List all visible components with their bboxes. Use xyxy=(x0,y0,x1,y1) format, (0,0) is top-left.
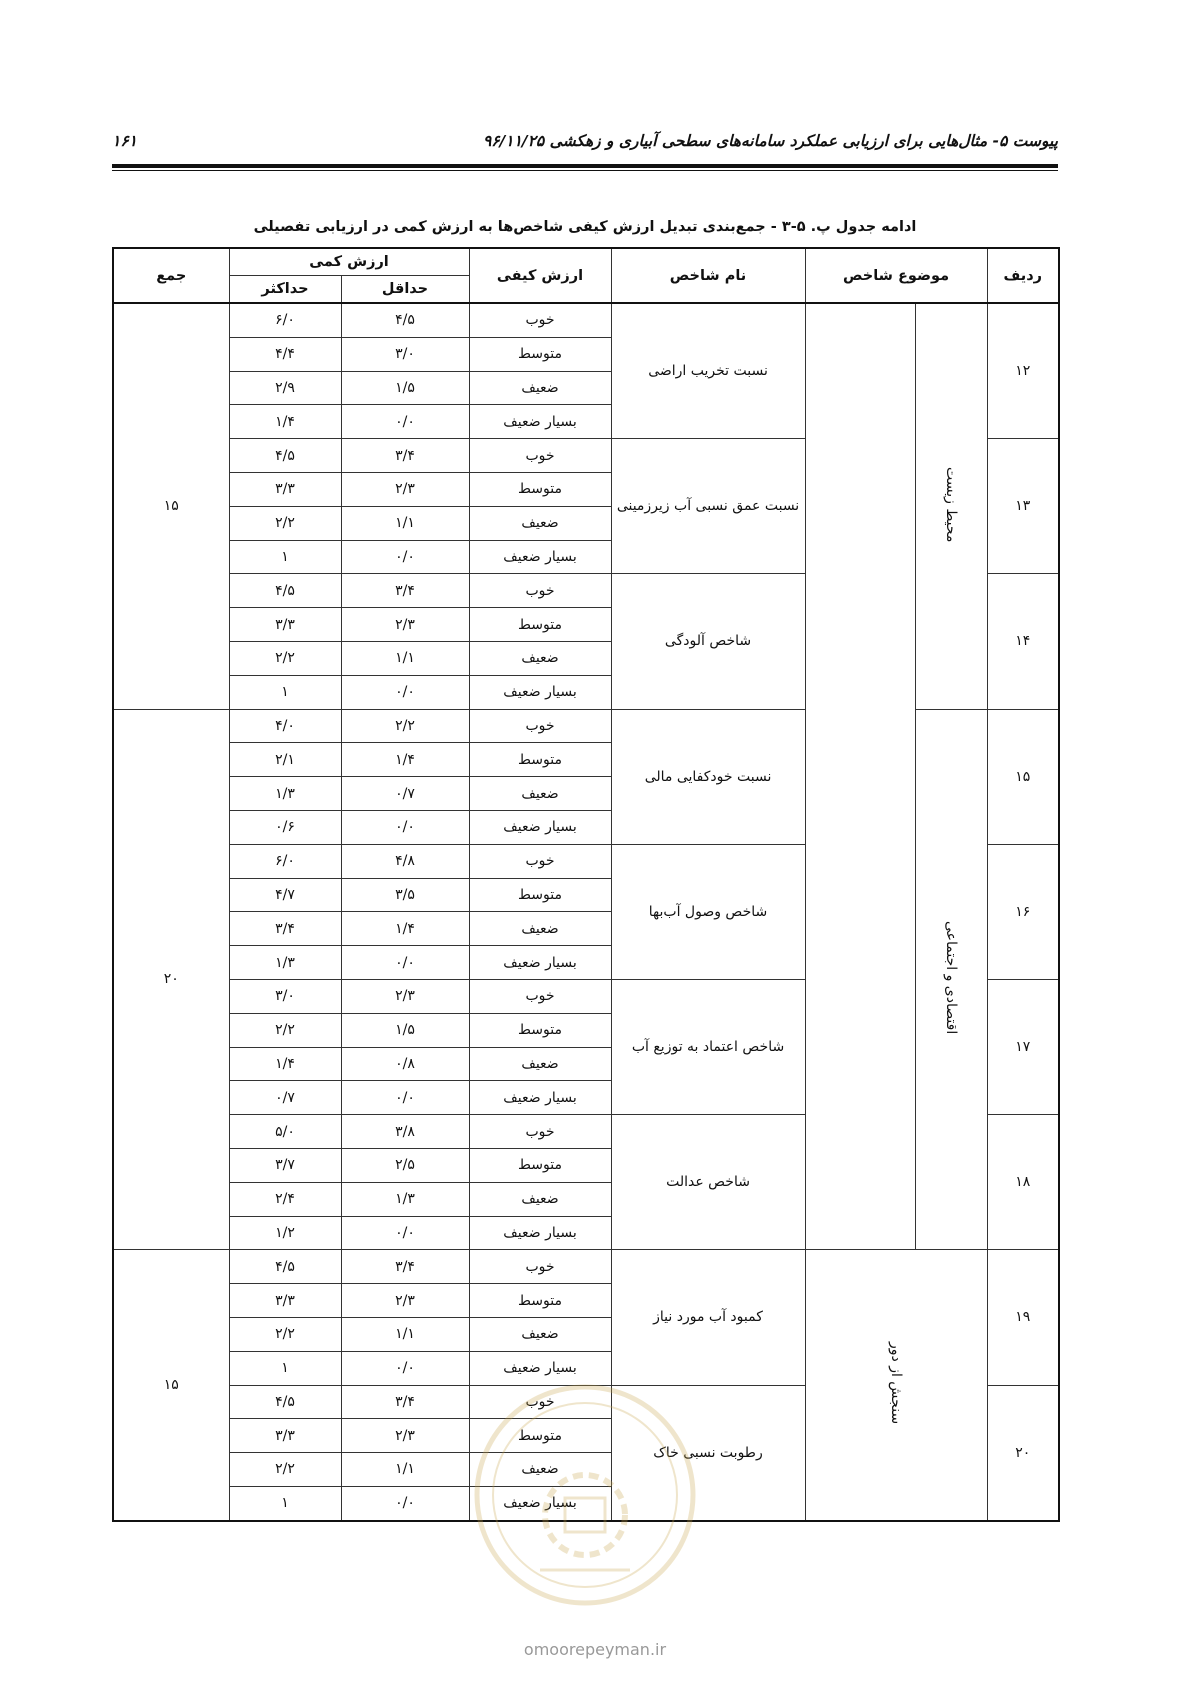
min-value: ۰/۰ xyxy=(341,1081,469,1115)
min-value: ۱/۵ xyxy=(341,1013,469,1047)
row-number: ۱۷ xyxy=(987,979,1059,1114)
min-value: ۰/۸ xyxy=(341,1047,469,1081)
qualitative-value: متوسط xyxy=(469,472,611,506)
header-min: حداقل xyxy=(341,276,469,304)
topic-label: سنجش از دور xyxy=(888,1341,905,1425)
max-value: ۱/۴ xyxy=(229,405,341,439)
max-value: ۴/۵ xyxy=(229,439,341,473)
qualitative-value: بسیار ضعیف xyxy=(469,540,611,574)
max-value: ۲/۲ xyxy=(229,1317,341,1351)
qualitative-value: ضعیف xyxy=(469,506,611,540)
min-value: ۳/۴ xyxy=(341,574,469,608)
max-value: ۵/۰ xyxy=(229,1115,341,1149)
table-body xyxy=(113,303,1059,1521)
table-row xyxy=(113,709,1059,743)
qualitative-value: متوسط xyxy=(469,878,611,912)
qualitative-value: ضعیف xyxy=(469,912,611,946)
qualitative-value: متوسط xyxy=(469,1148,611,1182)
min-value: ۲/۳ xyxy=(341,472,469,506)
max-value: ۶/۰ xyxy=(229,844,341,878)
min-value: ۲/۵ xyxy=(341,1148,469,1182)
topic-label: محیط زیست xyxy=(943,466,960,542)
row-number: ۱۵ xyxy=(987,709,1059,844)
qualitative-value: خوب xyxy=(469,1115,611,1149)
max-value: ۱/۲ xyxy=(229,1216,341,1250)
table-row xyxy=(113,303,1059,337)
qualitative-value: خوب xyxy=(469,574,611,608)
max-value: ۲/۲ xyxy=(229,641,341,675)
min-value: ۲/۲ xyxy=(341,709,469,743)
min-value: ۳/۰ xyxy=(341,337,469,371)
max-value: ۰/۷ xyxy=(229,1081,341,1115)
indicator-name: نسبت تخریب اراضی xyxy=(611,303,805,439)
qualitative-value: متوسط xyxy=(469,743,611,777)
qualitative-value: بسیار ضعیف xyxy=(469,946,611,980)
min-value: ۰/۰ xyxy=(341,405,469,439)
row-number: ۱۲ xyxy=(987,303,1059,439)
qualitative-value: خوب xyxy=(469,303,611,337)
min-value: ۰/۰ xyxy=(341,1216,469,1250)
max-value: ۱ xyxy=(229,540,341,574)
running-title: پیوست ۵- مثال‌هایی برای ارزیابی عملکرد سامانه‌های سطحی آبیاری و زهکشی ۹۶/۱۱/۲۵ xyxy=(482,132,1058,150)
max-value: ۲/۲ xyxy=(229,506,341,540)
min-value: ۰/۷ xyxy=(341,777,469,811)
min-value: ۲/۳ xyxy=(341,979,469,1013)
max-value: ۱/۳ xyxy=(229,946,341,980)
min-value: ۱/۱ xyxy=(341,641,469,675)
watermark-site: omoorepeyman.ir xyxy=(523,1640,667,1659)
indicator-name: رطوبت نسبی خاک xyxy=(611,1385,805,1521)
min-value: ۰/۰ xyxy=(341,946,469,980)
row-number: ۱۸ xyxy=(987,1115,1059,1250)
header-row: ردیف xyxy=(987,248,1059,303)
qualitative-value: متوسط xyxy=(469,608,611,642)
sum-value: ۱۵ xyxy=(113,1250,229,1521)
qualitative-value: خوب xyxy=(469,979,611,1013)
indicator-name: کمبود آب مورد نیاز xyxy=(611,1250,805,1385)
max-value: ۱ xyxy=(229,1486,341,1520)
qualitative-value: متوسط xyxy=(469,1284,611,1318)
max-value: ۱ xyxy=(229,1351,341,1385)
max-value: ۲/۹ xyxy=(229,371,341,405)
row-number: ۱۳ xyxy=(987,439,1059,574)
qualitative-value: خوب xyxy=(469,1250,611,1284)
max-value: ۶/۰ xyxy=(229,303,341,337)
header-quantitative: ارزش کمی xyxy=(229,248,469,276)
row-number: ۱۹ xyxy=(987,1250,1059,1385)
table-caption: ادامه جدول پ. ۵-۳ - جمع‌بندی تبدیل ارزش کیفی شاخص‌ها به ارزش کمی در ارزیابی تفصیلی xyxy=(253,219,917,235)
indicator-name: نسبت خودکفایی مالی xyxy=(611,709,805,844)
sum-value: ۱۵ xyxy=(113,303,229,709)
min-value: ۱/۳ xyxy=(341,1182,469,1216)
qualitative-value: خوب xyxy=(469,1385,611,1419)
min-value: ۰/۰ xyxy=(341,675,469,709)
qualitative-value: خوب xyxy=(469,844,611,878)
qualitative-value: ضعیف xyxy=(469,371,611,405)
qualitative-value: خوب xyxy=(469,439,611,473)
qualitative-value: بسیار ضعیف xyxy=(469,810,611,844)
max-value: ۱/۴ xyxy=(229,1047,341,1081)
max-value: ۱ xyxy=(229,675,341,709)
max-value: ۲/۴ xyxy=(229,1182,341,1216)
min-value: ۰/۰ xyxy=(341,540,469,574)
max-value: ۳/۴ xyxy=(229,912,341,946)
max-value: ۴/۵ xyxy=(229,1385,341,1419)
page-header xyxy=(112,128,1058,158)
max-value: ۴/۵ xyxy=(229,574,341,608)
qualitative-value: متوسط xyxy=(469,337,611,371)
max-value: ۳/۳ xyxy=(229,1284,341,1318)
topic-cell xyxy=(915,303,987,709)
max-value: ۲/۱ xyxy=(229,743,341,777)
qualitative-value: ضعیف xyxy=(469,1047,611,1081)
indicator-name: شاخص اعتماد به توزیع آب xyxy=(611,979,805,1114)
max-value: ۴/۷ xyxy=(229,878,341,912)
min-value: ۲/۳ xyxy=(341,1419,469,1453)
indicator-name: شاخص عدالت xyxy=(611,1115,805,1250)
max-value: ۳/۳ xyxy=(229,472,341,506)
qualitative-value: ضعیف xyxy=(469,1182,611,1216)
max-value: ۲/۲ xyxy=(229,1453,341,1487)
max-value: ۴/۵ xyxy=(229,1250,341,1284)
indicator-table xyxy=(112,247,1060,1522)
min-value: ۱/۴ xyxy=(341,912,469,946)
min-value: ۱/۱ xyxy=(341,1317,469,1351)
qualitative-value: ضعیف xyxy=(469,777,611,811)
row-number: ۲۰ xyxy=(987,1385,1059,1521)
qualitative-value: خوب xyxy=(469,709,611,743)
max-value: ۴/۰ xyxy=(229,709,341,743)
indicator-name: شاخص آلودگی xyxy=(611,574,805,709)
min-value: ۳/۴ xyxy=(341,439,469,473)
qualitative-value: ضعیف xyxy=(469,1317,611,1351)
row-number: ۱۴ xyxy=(987,574,1059,709)
max-value: ۳/۳ xyxy=(229,608,341,642)
min-value: ۱/۵ xyxy=(341,371,469,405)
min-value: ۱/۱ xyxy=(341,1453,469,1487)
indicator-name: نسبت عمق نسبی آب زیرزمینی xyxy=(611,439,805,574)
page-number: ۱۶۱ xyxy=(112,132,137,150)
qualitative-value: بسیار ضعیف xyxy=(469,675,611,709)
max-value: ۴/۴ xyxy=(229,337,341,371)
min-value: ۱/۱ xyxy=(341,506,469,540)
topic-subcell xyxy=(805,303,915,1250)
table-row xyxy=(113,1250,1059,1284)
qualitative-value: متوسط xyxy=(469,1013,611,1047)
max-value: ۲/۲ xyxy=(229,1013,341,1047)
min-value: ۳/۵ xyxy=(341,878,469,912)
header-max: حداکثر xyxy=(229,276,341,304)
min-value: ۳/۴ xyxy=(341,1250,469,1284)
header-rule-thick xyxy=(112,164,1058,168)
qualitative-value: ضعیف xyxy=(469,1453,611,1487)
topic-label: اقتصادی و اجتماعی xyxy=(943,920,960,1035)
min-value: ۲/۳ xyxy=(341,1284,469,1318)
qualitative-value: متوسط xyxy=(469,1419,611,1453)
min-value: ۴/۸ xyxy=(341,844,469,878)
header-rule-thin xyxy=(112,170,1058,171)
max-value: ۳/۳ xyxy=(229,1419,341,1453)
header-qualitative: ارزش کیفی xyxy=(469,248,611,303)
qualitative-value: ضعیف xyxy=(469,641,611,675)
topic-cell xyxy=(915,709,987,1250)
max-value: ۳/۷ xyxy=(229,1148,341,1182)
qualitative-value: بسیار ضعیف xyxy=(469,1486,611,1520)
qualitative-value: بسیار ضعیف xyxy=(469,1081,611,1115)
max-value: ۱/۳ xyxy=(229,777,341,811)
qualitative-value: بسیار ضعیف xyxy=(469,405,611,439)
min-value: ۰/۰ xyxy=(341,1351,469,1385)
min-value: ۳/۸ xyxy=(341,1115,469,1149)
max-value: ۰/۶ xyxy=(229,810,341,844)
min-value: ۲/۳ xyxy=(341,608,469,642)
indicator-name: شاخص وصول آب‌بها xyxy=(611,844,805,979)
min-value: ۳/۴ xyxy=(341,1385,469,1419)
min-value: ۱/۴ xyxy=(341,743,469,777)
row-number: ۱۶ xyxy=(987,844,1059,979)
header-sum: جمع xyxy=(113,248,229,303)
header-topic: موضوع شاخص xyxy=(805,248,987,303)
topic-cell xyxy=(805,1250,987,1521)
qualitative-value: بسیار ضعیف xyxy=(469,1351,611,1385)
min-value: ۰/۰ xyxy=(341,810,469,844)
qualitative-value: بسیار ضعیف xyxy=(469,1216,611,1250)
sum-value: ۲۰ xyxy=(113,709,229,1250)
min-value: ۰/۰ xyxy=(341,1486,469,1520)
max-value: ۳/۰ xyxy=(229,979,341,1013)
header-name: نام شاخص xyxy=(611,248,805,303)
min-value: ۴/۵ xyxy=(341,303,469,337)
